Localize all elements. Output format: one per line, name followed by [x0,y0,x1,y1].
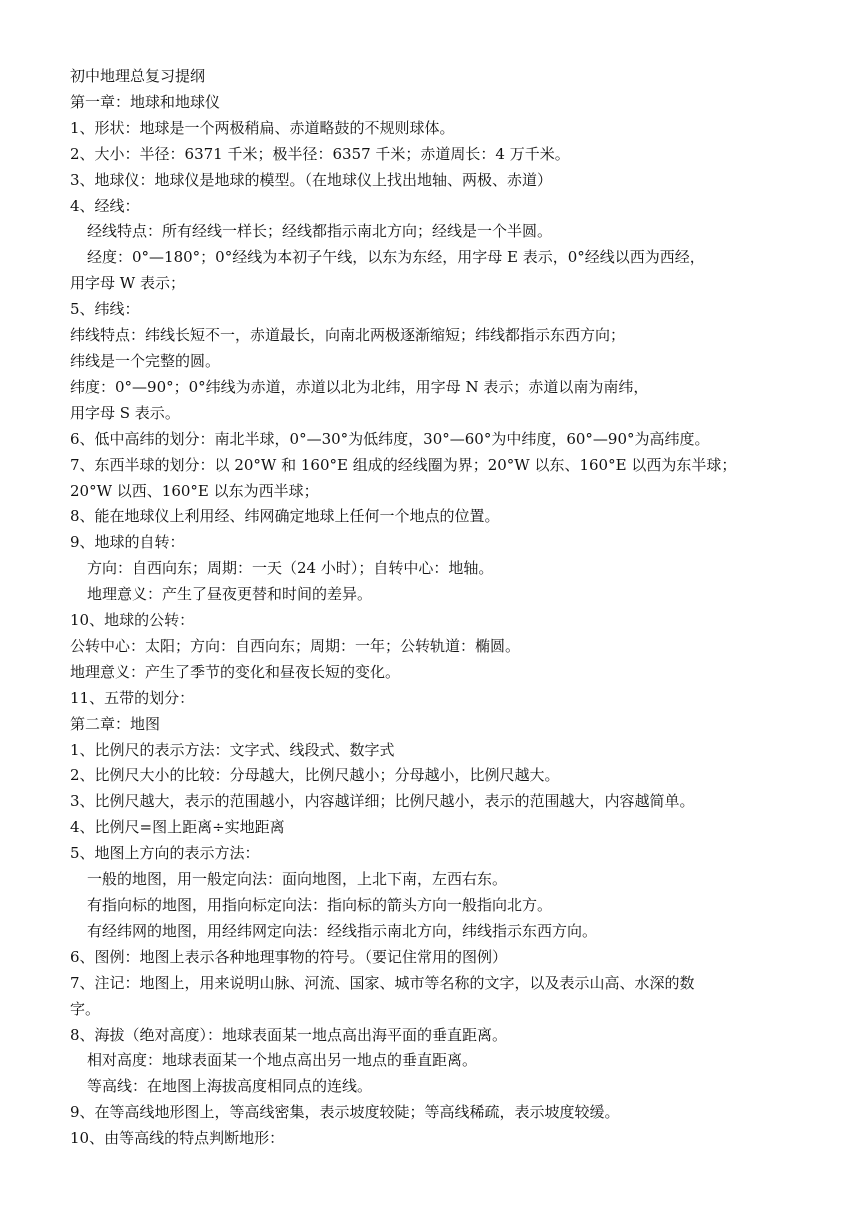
text-line: 11、五带的划分： [70,688,195,707]
text-line: 2、比例尺大小的比较：分母越大，比例尺越小；分母越小，比例尺越大。 [70,766,560,785]
text-line: 第二章：地图 [70,714,161,733]
text-line: 方向：自西向东；周期：一天（24 小时）；自转中心：地轴。 [87,559,494,578]
text-line: 经线特点：所有经线一样长；经线都指示南北方向；经线是一个半圆。 [87,222,553,241]
text-line: 相对高度：地球表面某一个地点高出另一地点的垂直距离。 [87,1051,478,1070]
text-line: 经度：0°—180°；0°经线为本初子午线，以东为东经，用字母 E 表示，0°经线以西为西经， [87,248,705,267]
text-line: 4、比例尺=图上距离÷实地距离 [70,818,285,837]
text-line: 10、由等高线的特点判断地形： [70,1129,285,1148]
text-line: 6、图例：地图上表示各种地理事物的符号。（要记住常用的图例） [70,947,508,966]
text-line: 8、海拔（绝对高度）：地球表面某一地点高出海平面的垂直距离。 [70,1025,508,1044]
text-line: 2、大小：半径：6371 千米；极半径：6357 千米；赤道周长：4 万千米。 [70,144,570,163]
text-line: 1、形状：地球是一个两极稍扁、赤道略鼓的不规则球体。 [70,118,455,137]
text-line: 等高线：在地图上海拔高度相同点的连线。 [87,1077,373,1096]
text-line: 第一章：地球和地球仪 [70,92,221,111]
text-line: 3、比例尺越大，表示的范围越小，内容越详细；比例尺越小，表示的范围越大，内容越简单。 [70,792,695,811]
text-line: 地理意义：产生了季节的变化和昼夜长短的变化。 [70,662,401,681]
text-line: 6、低中高纬的划分：南北半球，0°—30°为低纬度，30°—60°为中纬度，60°—90°为高纬度。 [70,429,710,448]
text-line: 7、注记：地图上，用来说明山脉、河流、国家、城市等名称的文字，以及表示山高、水深的数 [70,973,695,992]
text-line: 5、纬线： [70,300,140,319]
text-line: 有指向标的地图，用指向标定向法：指向标的箭头方向一般指向北方。 [87,896,553,914]
text-line: 4、经线： [70,196,140,215]
text-line: 纬度：0°—90°；0°纬线为赤道，赤道以北为北纬，用字母 N 表示；赤道以南为南纬， [70,377,649,396]
text-line: 8、能在地球仪上利用经、纬网确定地球上任何一个地点的位置。 [70,507,500,526]
text-line: 纬线特点：纬线长短不一，赤道最长，向南北两极逐渐缩短；纬线都指示东西方向； [70,326,626,345]
text-line: 9、地球的自转： [70,533,185,552]
text-line: 20°W 以西、160°E 以东为西半球； [70,481,319,500]
text-line: 10、地球的公转： [70,611,195,630]
text-line: 纬线是一个完整的圆。 [70,351,221,370]
text-line: 9、在等高线地形图上，等高线密集，表示坡度较陡；等高线稀疏，表示坡度较缓。 [70,1103,620,1122]
text-line: 用字母 S 表示。 [70,403,180,422]
document-title: 初中地理总复习提纲 [70,67,206,85]
text-line: 7、东西半球的划分：以 20°W 和 160°E 组成的经线圈为界；20°W 以东、160°E 以西为东半球； [70,455,737,474]
text-line: 有经纬网的地图，用经纬网定向法：经线指示南北方向，纬线指示东西方向。 [87,921,598,940]
text-line: 用字母 W 表示； [70,274,185,293]
text-line: 公转中心：太阳；方向：自西向东；周期：一年；公转轨道：椭圆。 [70,636,521,655]
text-line: 地理意义：产生了昼夜更替和时间的差异。 [87,585,373,604]
text-line: 字。 [70,999,101,1018]
text-line: 一般的地图，用一般定向法：面向地图，上北下南，左西右东。 [87,870,508,889]
document-page [70,64,810,1152]
text-line: 5、地图上方向的表示方法： [70,844,260,863]
text-line: 3、地球仪：地球仪是地球的模型。（在地球仪上找出地轴、两极、赤道） [70,170,553,189]
text-line: 1、比例尺的表示方法：文字式、线段式、数字式 [70,740,395,759]
